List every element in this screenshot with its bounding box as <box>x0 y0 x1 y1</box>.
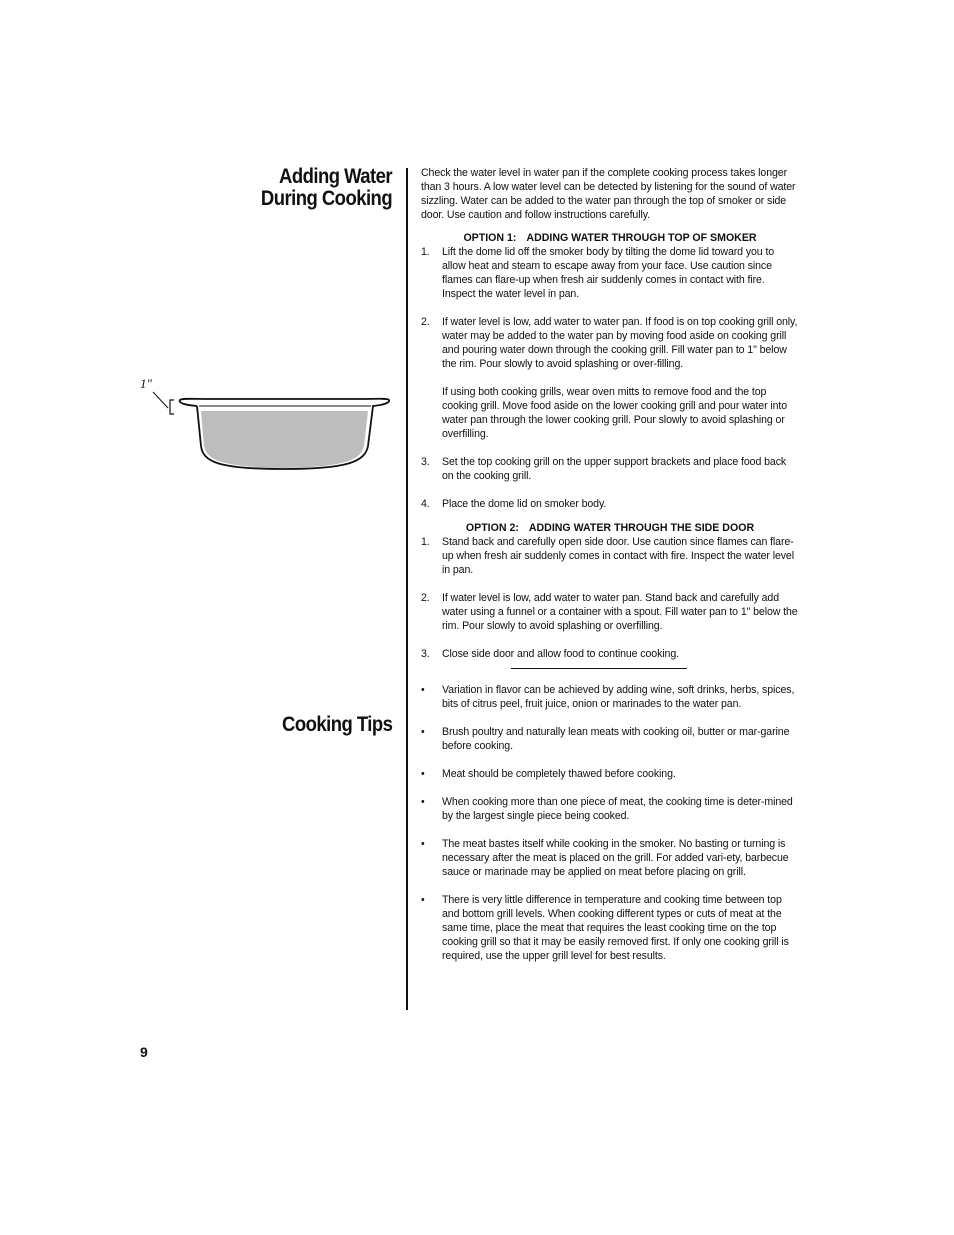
tip-text: There is very little difference in temperature and cooking time between top and bottom grill levels. When cooking different types or cuts of meat at the same time, place the meat that requires the least cooking time on the top cooking grill so that it may be easily removed first. If only one cooking grill is required, use the upper grill level for best results. <box>442 894 789 962</box>
bullet-marker: • <box>421 768 425 780</box>
list-marker: 1. <box>421 246 430 258</box>
pan-depth-label: 1" <box>140 376 152 391</box>
page-number: 9 <box>140 1044 148 1060</box>
option-1-heading <box>421 231 799 245</box>
bullet-marker: • <box>421 726 425 738</box>
list-item <box>421 591 799 633</box>
list-item-text: Set the top cooking grill on the upper support brackets and place food back on the cooking grill. <box>442 456 787 482</box>
water-fill <box>201 411 368 468</box>
list-marker: 4. <box>421 498 430 510</box>
tip-item <box>421 795 799 823</box>
content-column <box>421 166 799 977</box>
list-item-text: Stand back and carefully open side door. Use caution since flames can flare-up when fresh air suddenly comes in contact with fire. Inspect the water level in pan. <box>442 536 794 576</box>
heading-line-2: During Cooking <box>260 187 392 210</box>
tip-item <box>421 767 799 781</box>
option-2-heading <box>421 521 799 535</box>
list-item <box>421 535 799 577</box>
option-1-number: OPTION 1: <box>463 232 517 244</box>
intro-paragraph: Check the water level in water pan if the complete cooking process takes longer than 3 hours. A low water level can be detected by listening for the sound of water sizzling. Water can be added to the water pan through the top of smoker or side door. Use caution and follow instructions carefully. <box>421 167 796 221</box>
list-item-text: If water level is low, add water to water pan. Stand back and carefully add water using a funnel or a container with a spout. Fill water pan to 1" below the rim. Pour slowly to avoid splashing or overfilling. <box>442 592 798 632</box>
option-2-number: OPTION 2: <box>465 522 519 534</box>
list-item <box>421 647 799 661</box>
list-item-text: If water level is low, add water to water pan. If food is on top cooking grill only, water may be added to the water pan by moving food aside on cooking grill and pouring water down through the cooking grill. Fill water pan to 1" below the rim. Pour slowly to avoid splashing or over-filling. <box>442 316 798 370</box>
bullet-marker: • <box>421 838 425 850</box>
tip-text: Brush poultry and naturally lean meats with cooking oil, butter or mar-garine before cooking. <box>442 726 790 752</box>
section-separator <box>511 668 687 669</box>
tip-item <box>421 893 799 963</box>
list-marker: 1. <box>421 536 430 548</box>
section-heading-adding-water <box>261 166 392 210</box>
option-2-title: ADDING WATER THROUGH THE SIDE DOOR <box>528 522 755 534</box>
list-item <box>421 497 799 511</box>
list-item-text: Place the dome lid on smoker body. <box>442 498 607 510</box>
list-item <box>421 455 799 483</box>
tip-item <box>421 837 799 879</box>
bullet-marker: • <box>421 796 425 808</box>
heading-line-1: Adding Water <box>278 165 392 188</box>
list-marker: 2. <box>421 316 430 328</box>
list-marker: 3. <box>421 648 430 660</box>
section-heading-cooking-tips: Cooking Tips <box>281 713 392 736</box>
label-leader-line <box>153 392 168 408</box>
tip-text: The meat bastes itself while cooking in the smoker. No basting or turning is necessary after the meat is placed on the grill. For added vari-ety, barbecue sauce or marinade may be applied on meat before placing on grill. <box>442 838 789 878</box>
tip-item <box>421 725 799 753</box>
depth-bracket <box>170 400 174 414</box>
option-1-title: ADDING WATER THROUGH TOP OF SMOKER <box>526 232 757 244</box>
vertical-divider <box>406 168 408 1010</box>
list-item <box>421 315 799 441</box>
list-marker: 3. <box>421 456 430 468</box>
tip-text: Meat should be completely thawed before cooking. <box>442 768 676 780</box>
bullet-marker: • <box>421 894 425 906</box>
water-pan-figure <box>135 370 395 480</box>
list-item-text: Lift the dome lid off the smoker body by tilting the dome lid toward you to allow heat and steam to escape away from your face. Use caution since flames can flare-up when fresh air suddenly comes in contact with fire. Inspect the water level in pan. <box>442 246 775 300</box>
list-item-extra-text: If using both cooking grills, wear oven mitts to remove food and the top cooking grill. Move food aside on the lower cooking grill and pour water into water pan through the lower cooking grill. Pour slowly to avoid splashing or overfilling. <box>442 386 788 440</box>
list-item <box>421 245 799 301</box>
tip-text: Variation in flavor can be achieved by adding wine, soft drinks, herbs, spices, bits of citrus peel, fruit juice, onion or marinades to the water pan. <box>442 684 795 710</box>
bullet-marker: • <box>421 684 425 696</box>
tip-text: When cooking more than one piece of meat, the cooking time is deter-mined by the largest single piece being cooked. <box>442 796 793 822</box>
list-marker: 2. <box>421 592 430 604</box>
tip-item <box>421 683 799 711</box>
list-item-text: Close side door and allow food to continue cooking. <box>442 648 679 660</box>
